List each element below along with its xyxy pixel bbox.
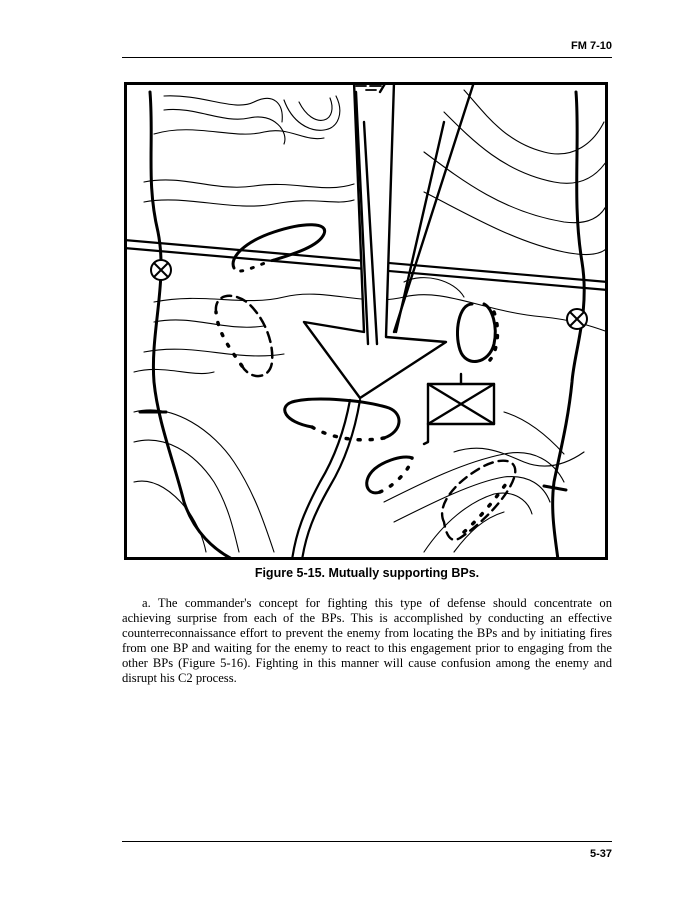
footer-rule	[122, 841, 612, 842]
figure-caption: Figure 5-15. Mutually supporting BPs.	[254, 566, 480, 580]
checkpoint-symbol	[151, 260, 171, 280]
tactical-map-svg	[124, 82, 608, 560]
figure-tactical-map	[124, 82, 608, 560]
checkpoint-symbol	[567, 309, 587, 329]
header-rule	[122, 57, 612, 58]
page-number: 5-37	[589, 848, 612, 860]
page-header-manual-id: FM 7-10	[571, 40, 612, 52]
body-paragraph-a: a. The commander's concept for fighting this type of defense should concentrate on achieving surprise from each of the BPs. This is accomplished by conducting an effective counterreconnaissance effort to prevent the enemy from locating the BPs and by initiating fires from one BP and waiting for the enemy to react to this engagement prior to engaging from the other BPs (Figure 5-16). Fighting in this manner will cause confusion among the enemy and disrupt his C2 process.	[122, 596, 612, 685]
